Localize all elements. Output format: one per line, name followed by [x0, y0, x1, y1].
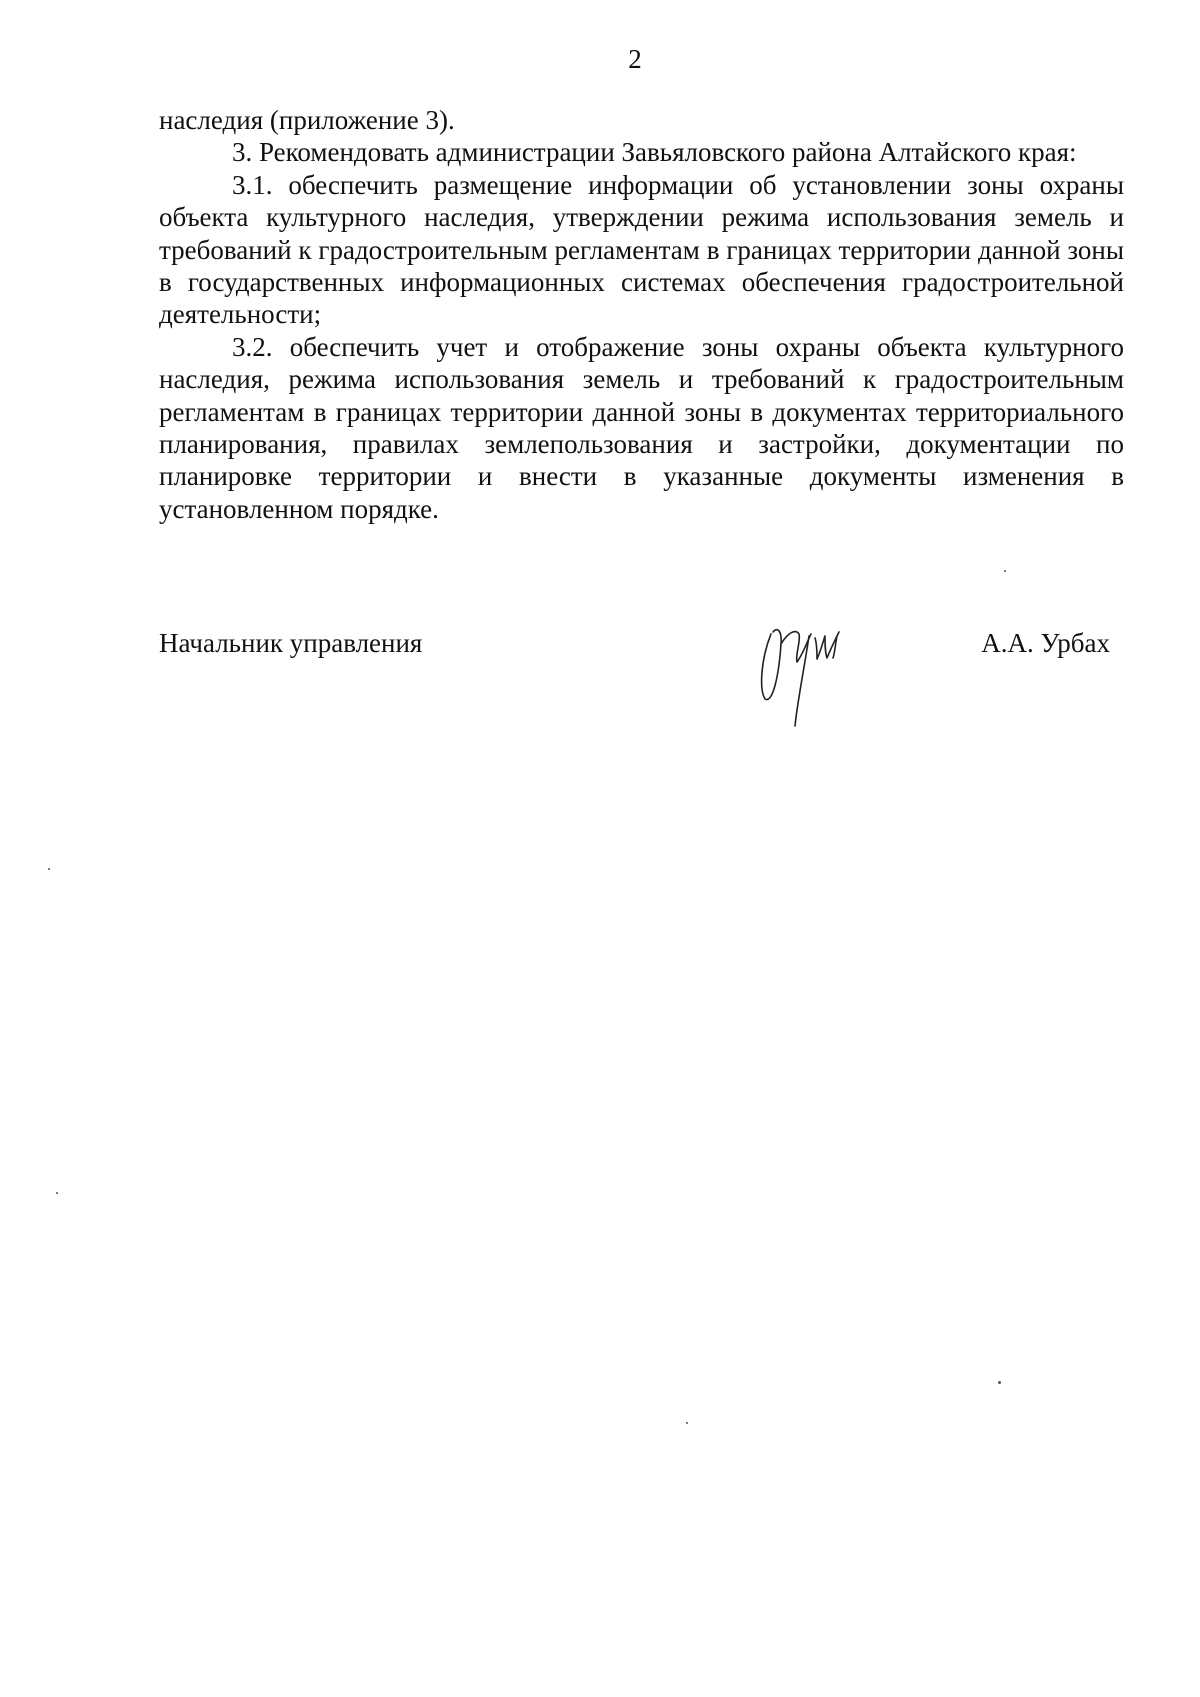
paragraph-item-3-2: 3.2. обеспечить учет и отображение зоны охраны объекта культурного наследия, режима использования земель и требований к градостроительным регламентам в границах территории данной зоны в документах территориального планирования, правилах землепользования и застройки, документации по планировке территории и внести в указанные документы изменения в установленном порядке. [159, 331, 1124, 524]
paragraph-item-3: 3. Рекомендовать администрации Завьяловского района Алтайского края: [232, 137, 1077, 168]
document-body [159, 104, 1124, 525]
scan-speck [686, 1422, 688, 1424]
scan-speck [56, 1192, 58, 1194]
signature-block [159, 628, 1124, 748]
paragraph-item-3-1: 3.1. обеспечить размещение информации об установлении зоны охраны объекта культурного наследия, утверждении режима использования земель и требований к градостроительным регламентам в границах территории данной зоны в государственных информационных системах обеспечения градостроительной деятельности; [159, 169, 1124, 330]
paragraph-continuation: наследия (приложение 3). [159, 105, 455, 135]
handwritten-signature-icon [751, 604, 861, 734]
scan-speck [1004, 570, 1006, 572]
signatory-name: А.А. Урбах [981, 628, 1110, 658]
scan-speck [48, 868, 50, 870]
scan-speck [998, 1381, 1001, 1384]
page-number: 2 [628, 44, 642, 74]
signatory-position: Начальник управления [159, 628, 423, 658]
